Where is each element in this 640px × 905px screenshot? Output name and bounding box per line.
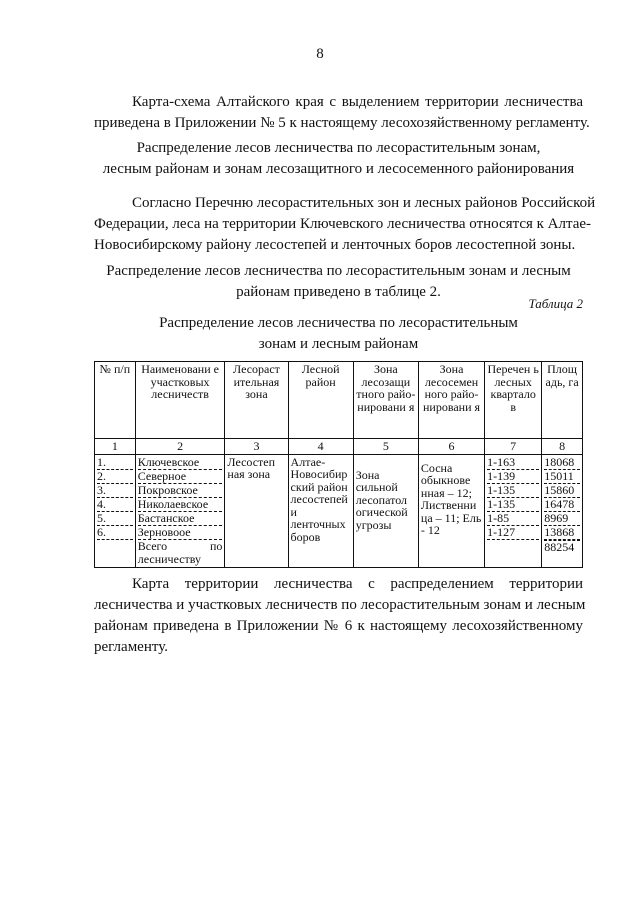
quarters-value: 1-135: [487, 484, 539, 498]
intro-line-1: Карта-схема Алтайского края с выделением территории лесничества: [132, 94, 583, 110]
district-name: Бастанское: [138, 512, 223, 526]
column-number: 8: [542, 439, 583, 455]
total-label-left: Всего: [137, 538, 168, 553]
row-number: 6.: [97, 526, 133, 540]
row-number: 2.: [97, 470, 133, 484]
row-number: 4.: [97, 498, 133, 512]
area-value: 15860: [544, 484, 580, 498]
row-number: 3.: [97, 484, 133, 498]
closing-line-3: районам приведена в Приложении № 6 к настоящему лесохозяйственному: [94, 618, 583, 634]
row-number: 5.: [97, 512, 133, 526]
area-value: 15011: [544, 470, 580, 484]
area-cell: [542, 454, 583, 567]
column-number: 4: [288, 439, 353, 455]
distribution-line-1: Распределение лесов лесничества по лесорастительным зонам и лесным: [106, 263, 571, 279]
protection-zone-cell: Зона сильной лесопатол огической угрозы: [353, 454, 418, 567]
intro-line-2: приведена в Приложении № 5 к настоящему лесохозяйственному регламенту.: [94, 115, 590, 131]
quarters-value: 1-163: [487, 456, 539, 470]
district-name: Покровское: [138, 484, 223, 498]
district-name: Ключевское: [138, 456, 223, 470]
header-cell-district-name: Наименовани е участковых лесничеств: [135, 362, 225, 439]
distribution-line-2: районам приведено в таблице 2.: [236, 284, 441, 300]
forest-distribution-table: [94, 361, 583, 568]
quarters-cell: [485, 454, 542, 567]
closing-line-1: Карта территории лесничества с распределением территории: [132, 576, 583, 592]
zones-line-1: Согласно Перечню лесорастительных зон и лесных районов Российской: [132, 195, 596, 211]
section-heading: [94, 138, 583, 180]
table-title: [94, 313, 583, 355]
page-number: 8: [316, 46, 324, 62]
column-number: 2: [135, 439, 225, 455]
header-cell-protection-zone: Зона лесозащи тного райо- нировани я: [353, 362, 418, 439]
row-number: 1.: [97, 456, 133, 470]
zones-paragraph: [94, 193, 596, 256]
area-value: 18068: [544, 456, 580, 470]
area-value: 8969: [544, 512, 580, 526]
district-name: Николаевское: [138, 498, 223, 512]
column-number: 7: [485, 439, 542, 455]
closing-paragraph: [94, 574, 586, 658]
table-title-line-1: Распределение лесов лесничества по лесорастительным: [159, 315, 518, 331]
header-cell-seed-zone: Зона лесосемен ного райо- нировани я: [418, 362, 484, 439]
forest-zone-cell: Лесостеп ная зона: [225, 454, 288, 567]
intro-paragraph: [94, 92, 590, 134]
table-title-line-2: зонам и лесным районам: [258, 336, 419, 352]
total-label: [138, 540, 223, 566]
forest-region-cell: Алтае- Новосибир ский район лесостепей и ленточных боров: [288, 454, 353, 567]
seed-zone-cell: Сосна обыкнове нная – 12; Лиственни ца – 11; Ель - 12: [418, 454, 484, 567]
column-number: 3: [225, 439, 288, 455]
section-heading-line-1: Распределение лесов лесничества по лесорастительным зонам,: [136, 140, 541, 156]
total-area-value: 88254: [544, 540, 580, 554]
total-label-right: по: [209, 538, 223, 553]
closing-line-4: регламенту.: [94, 639, 168, 655]
quarters-value: 1-127: [487, 526, 539, 540]
header-cell-number: № п/п: [95, 362, 136, 439]
quarters-value: 1-139: [487, 470, 539, 484]
column-number: 1: [95, 439, 136, 455]
total-label-line-2: лесничеству: [137, 551, 202, 566]
district-names-cell: [135, 454, 225, 567]
header-cell-forest-region: Лесной район: [288, 362, 353, 439]
zones-line-2: Федерации, леса на территории Ключевского лесничества относятся к Алтае-: [94, 216, 592, 232]
column-number: 6: [418, 439, 484, 455]
header-cell-area: Площ адь, га: [542, 362, 583, 439]
table-header-row: [95, 362, 583, 439]
table-body-row: [95, 454, 583, 567]
closing-line-2: лесничества и участковых лесничеств по лесорастительным зонам и лесным: [94, 597, 586, 613]
district-name: Северное: [138, 470, 223, 484]
row-numbers-cell: [95, 454, 136, 567]
area-value: 13868: [544, 526, 580, 540]
district-name: Зерновоое: [138, 526, 223, 540]
header-cell-quarters: Перечен ь лесных квартало в: [485, 362, 542, 439]
column-number: 5: [353, 439, 418, 455]
header-cell-forest-zone: Лесораст ительная зона: [225, 362, 288, 439]
quarters-value: 1-85: [487, 512, 539, 526]
zones-line-3: Новосибирскому району лесостепей и ленточных боров лесостепной зоны.: [94, 237, 576, 253]
quarters-value: 1-135: [487, 498, 539, 512]
table-label: Таблица 2: [528, 296, 583, 311]
section-heading-line-2: лесным районам и зонам лесозащитного и лесосеменного районирования: [102, 161, 575, 177]
area-value: 16478: [544, 498, 580, 512]
column-number-row: [95, 439, 583, 455]
